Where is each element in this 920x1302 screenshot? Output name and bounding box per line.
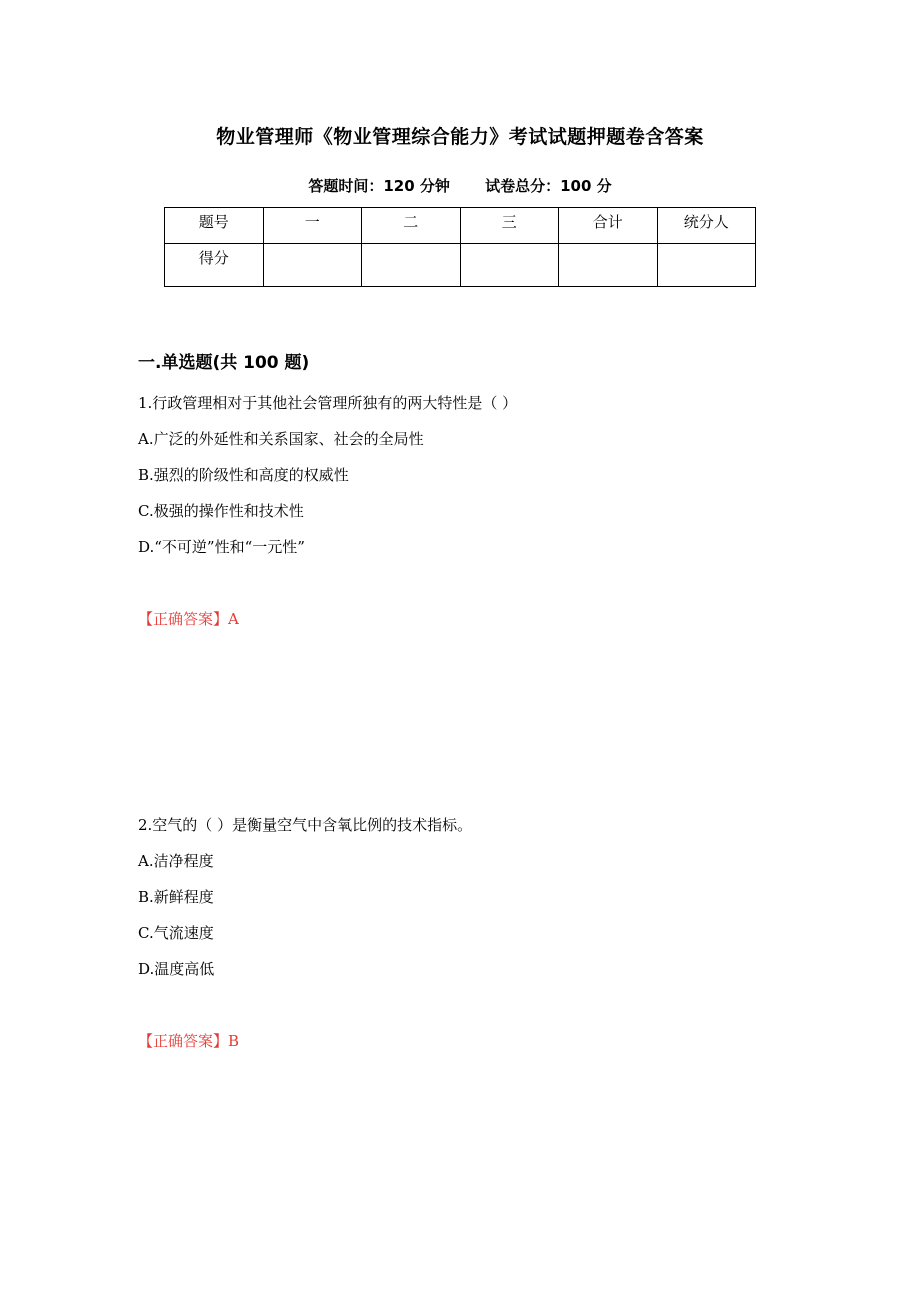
question-option: B.强烈的阶级性和高度的权威性 xyxy=(138,466,349,484)
correct-answer: 【正确答案】B xyxy=(138,1032,240,1050)
exam-meta xyxy=(0,175,920,196)
question-option: D.温度高低 xyxy=(138,960,215,978)
question-option: A.广泛的外延性和关系国家、社会的全局性 xyxy=(138,430,424,448)
score-header-cell: 三 xyxy=(460,208,559,244)
score-cell xyxy=(657,244,756,287)
score-cell xyxy=(460,244,559,287)
score-header-cell: 合计 xyxy=(559,208,658,244)
question-option: B.新鲜程度 xyxy=(138,888,214,906)
score-table-score-row xyxy=(165,244,756,287)
section-title: 一.单选题(共 100 题) xyxy=(138,353,310,373)
score-cell xyxy=(362,244,461,287)
score-header-cell: 统分人 xyxy=(657,208,756,244)
question-stem: 2.空气的（ ）是衡量空气中含氧比例的技术指标。 xyxy=(138,816,473,834)
score-header-cell: 二 xyxy=(362,208,461,244)
exam-time: 答题时间：120 分钟 xyxy=(308,177,450,195)
score-header-cell: 一 xyxy=(263,208,362,244)
question-stem: 1.行政管理相对于其他社会管理所独有的两大特性是（ ） xyxy=(138,394,518,412)
question-option: C.极强的操作性和技术性 xyxy=(138,502,304,520)
question-option: A.洁净程度 xyxy=(138,852,214,870)
score-row-label: 得分 xyxy=(165,244,264,287)
question-option: C.气流速度 xyxy=(138,924,214,942)
question-option: D.“不可逆”性和“一元性” xyxy=(138,538,305,556)
score-header-cell: 题号 xyxy=(165,208,264,244)
exam-total: 试卷总分：100 分 xyxy=(485,177,612,195)
score-table xyxy=(164,207,756,287)
score-table-header-row xyxy=(165,208,756,244)
correct-answer: 【正确答案】A xyxy=(138,610,239,628)
exam-title: 物业管理师《物业管理综合能力》考试试题押题卷含答案 xyxy=(216,126,704,148)
score-cell xyxy=(263,244,362,287)
score-cell xyxy=(559,244,658,287)
